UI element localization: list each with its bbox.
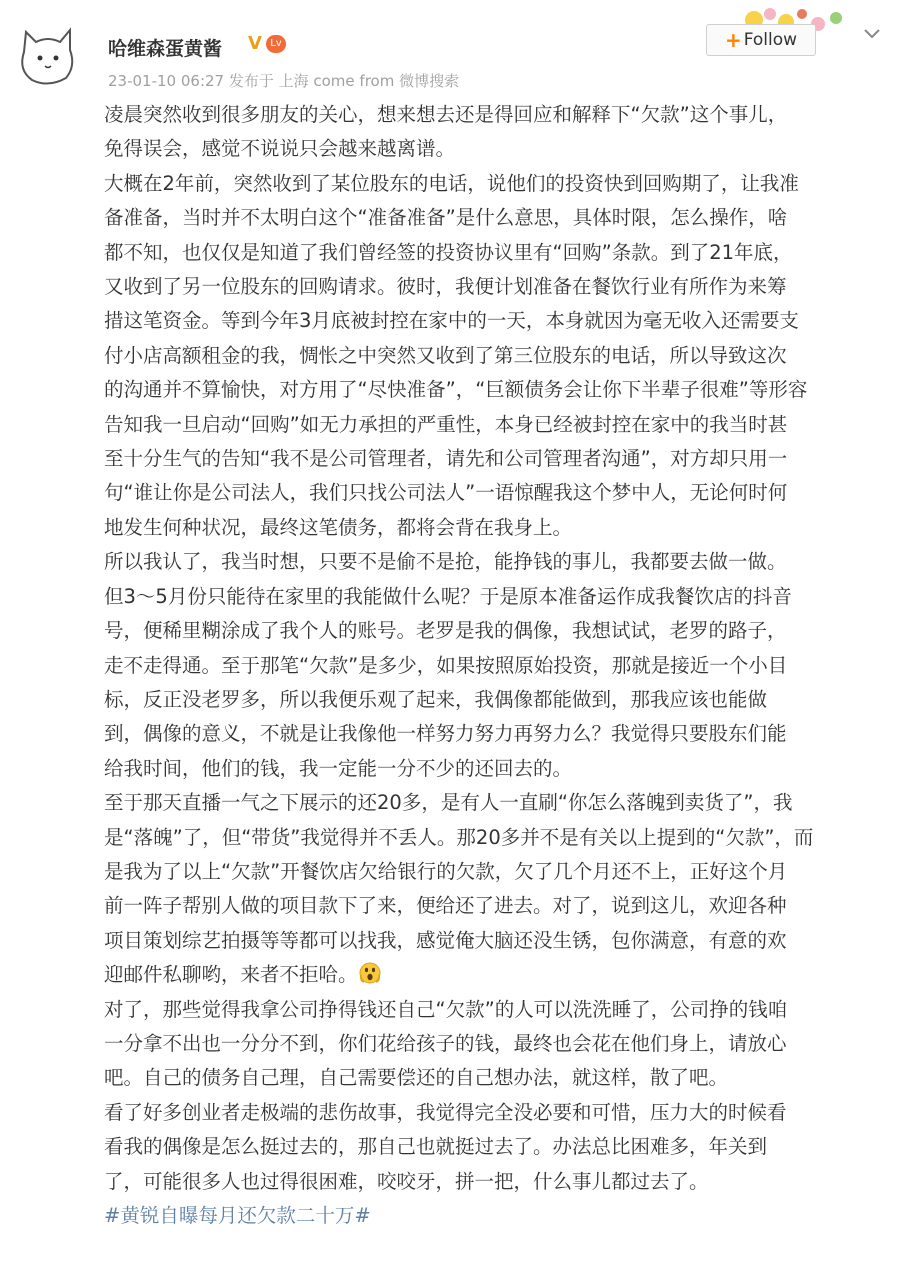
post-line: 是我为了以上“欠款”开餐饮店欠给银行的欠款，欠了几个月还不上，正好这个月 [104, 859, 788, 883]
post-line: 至于那天直播一气之下展示的还20多，是有人一直刷“你怎么落魄到卖货了”，我 [104, 791, 793, 815]
post-line: 免得误会，感觉不说说只会越来越离谱。 [104, 137, 456, 161]
post-line: 对了，那些觉得我拿公司挣得钱还自己“欠款”的人可以洗洗睡了，公司挣的钱咱 [104, 997, 788, 1021]
avatar[interactable] [14, 22, 82, 90]
hashtag-link[interactable]: #黄锐自曝每月还欠款二十万# [104, 1204, 371, 1227]
vip-verified-icon: V [248, 33, 262, 54]
level-badge-icon: Lv [266, 35, 286, 53]
plus-icon: + [724, 28, 742, 52]
post-line: 看了好多创业者走极端的悲伤故事，我觉得完全没必要和可惜，压力大的时候看 [104, 1100, 787, 1124]
post-line: 给我时间，他们的钱，我一定能一分不少的还回去的。 [104, 756, 573, 780]
post-line: 所以我认了，我当时想，只要不是偷不是抢，能挣钱的事儿，我都要去做一做。 [104, 550, 787, 574]
post-line: 句“谁让你是公司法人，我们只找公司法人”一语惊醒我这个梦中人，无论何时何 [104, 481, 788, 505]
user-badges [248, 33, 286, 54]
post-line: 前一阵子帮别人做的项目款下了来，便给还了进去。对了，说到这儿，欢迎各种 [104, 894, 787, 918]
post-line: 一分拿不出也一分分不到，你们花给孩子的钱，最终也会花在他们身上，请放心 [104, 1031, 787, 1055]
chevron-down-icon[interactable] [861, 22, 883, 44]
username[interactable]: 哈维森蛋黄酱 [108, 38, 223, 60]
post-line: 付小店高额租金的我，惆怅之中突然又收到了第三位股东的电话，所以导致这次 [104, 343, 787, 367]
post-line: 标，反正没老罗多，所以我便乐观了起来，我偶像都能做到，那我应该也能做 [104, 687, 768, 711]
post-line: 备准备，当时并不太明白这个“准备准备”是什么意思，具体时限，怎么操作，啥 [104, 206, 788, 230]
post-line: 吧。自己的债务自己理，自己需要偿还的自己想办法，就这样，散了吧。 [104, 1066, 729, 1090]
post-line: 的沟通并不算愉快，对方用了“尽快准备”，“巨额债务会让你下半辈子很难”等形容 [104, 378, 808, 402]
post-line: 项目策划综艺拍摄等等都可以找我，感觉俺大脑还没生锈，包你满意，有意的欢 [104, 928, 787, 952]
follow-button[interactable] [706, 24, 816, 56]
post-line: 到，偶像的意义，不就是让我像他一样努力努力再努力么？我觉得只要股东们能 [104, 722, 787, 746]
post-line-text: 迎邮件私聊哟，来者不拒哈。 [104, 963, 358, 987]
post-line: 看我的偶像是怎么挺过去的，那自己也就挺过去了。办法总比困难多，年关到 [104, 1135, 768, 1159]
post-line: 又收到了另一位股东的回购请求。彼时，我便计划准备在餐饮行业有所作为来筹 [104, 275, 787, 299]
post-line-with-emoji [104, 958, 894, 992]
post-meta: 23-01-10 06:27 发布于 上海 come from 微博搜索 [108, 72, 460, 90]
post-line: 号，便稀里糊涂成了我个人的账号。老罗是我的偶像，我想试试，老罗的路子， [104, 619, 787, 643]
post-line: 大概在2年前，突然收到了某位股东的电话，说他们的投资快到回购期了，让我准 [104, 171, 799, 195]
scream-emoji-icon [358, 961, 382, 985]
post-line: 但3～5月份只能待在家里的我能做什么呢？于是原本准备运作成我餐饮店的抖音 [104, 584, 792, 608]
post-line: 措这笔资金。等到今年3月底被封控在家中的一天，本身就因为毫无收入还需要支 [104, 309, 799, 333]
post-line: 是“落魄”了，但“带货”我觉得并不丢人。那20多并不是有关以上提到的“欠款”，而 [104, 825, 814, 849]
post-line: 至十分生气的告知“我不是公司管理者，请先和公司管理者沟通”，对方却只用一 [104, 447, 788, 471]
post-body [104, 98, 894, 1233]
follow-label: Follow [743, 30, 798, 50]
post-line: 了，可能很多人也过得很困难，咬咬牙，拼一把，什么事儿都过去了。 [104, 1169, 709, 1193]
post-line: 地发生何种状况，最终这笔债务，都将会背在我身上。 [104, 515, 573, 539]
post-line: 凌晨突然收到很多朋友的关心，想来想去还是得回应和解释下“欠款”这个事儿， [104, 103, 788, 126]
post-line: 都不知，也仅仅是知道了我们曾经签的投资协议里有“回购”条款。到了21年底， [104, 240, 793, 264]
post-line: 告知我一旦启动“回购”如无力承担的严重性，本身已经被封控在家中的我当时甚 [104, 412, 788, 436]
post-line: 走不走得通。至于那笔“欠款”是多少，如果按照原始投资，那就是接近一个小目 [104, 653, 788, 677]
